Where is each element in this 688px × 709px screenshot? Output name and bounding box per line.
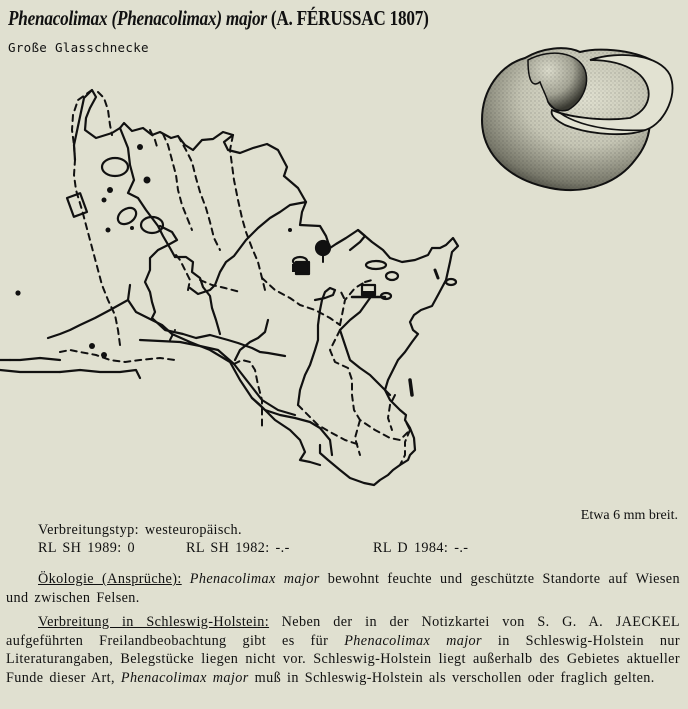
distribution-text-2: in Schleswig-Holstein nur Literaturangaben, Belegstücke liegen nicht vor. Schleswig-Holstein liegt außerhalb des Gebietes aktueller Funde dieser Art,: [6, 632, 680, 686]
ecology-species: Phenacolimax major: [189, 571, 320, 587]
distribution-species-1: Phenacolimax major: [344, 632, 482, 649]
size-note: Etwa 6 mm breit.: [580, 508, 678, 523]
distribution-text-3: muß in Schleswig-Holstein als verschollen oder fraglich gelten.: [248, 669, 655, 686]
common-name: Große Glasschnecke: [8, 40, 149, 55]
distribution-type: Verbreitungstyp: westeuropäisch.: [38, 522, 242, 538]
species-author: (A. FÉRUSSAC 1807): [270, 6, 429, 30]
redlist-sh-1989: RL SH 1989: 0: [38, 540, 135, 556]
ecology-text: bewohnt feuchte und geschützte Standorte auf Wiesen und zwischen Felsen.: [6, 571, 680, 606]
record-circle-symbol: [316, 241, 330, 262]
distribution-text-1: Neben der in der Notizkartei von S. G. A. JAECKEL aufgeführten Freilandbeobachtung gibt es für: [6, 614, 680, 649]
shell-illustration: [470, 40, 688, 210]
distribution-species-2: Phenacolimax major: [120, 669, 249, 686]
species-title: [8, 6, 429, 31]
ecology-paragraph: [6, 570, 680, 607]
distribution-paragraph: [6, 613, 680, 687]
distribution-map: [0, 60, 470, 500]
classification-block: [38, 521, 468, 557]
distribution-heading: Verbreitung in Schleswig-Holstein:: [38, 614, 270, 630]
ecology-heading: Ökologie (Ansprüche):: [38, 571, 182, 587]
redlist-d-1984: RL D 1984: -.-: [373, 540, 469, 556]
species-name: Phenacolimax (Phenacolimax) major: [8, 6, 267, 30]
redlist-sh-1982: RL SH 1982: -.-: [186, 540, 290, 556]
redlist-row: [38, 539, 468, 557]
